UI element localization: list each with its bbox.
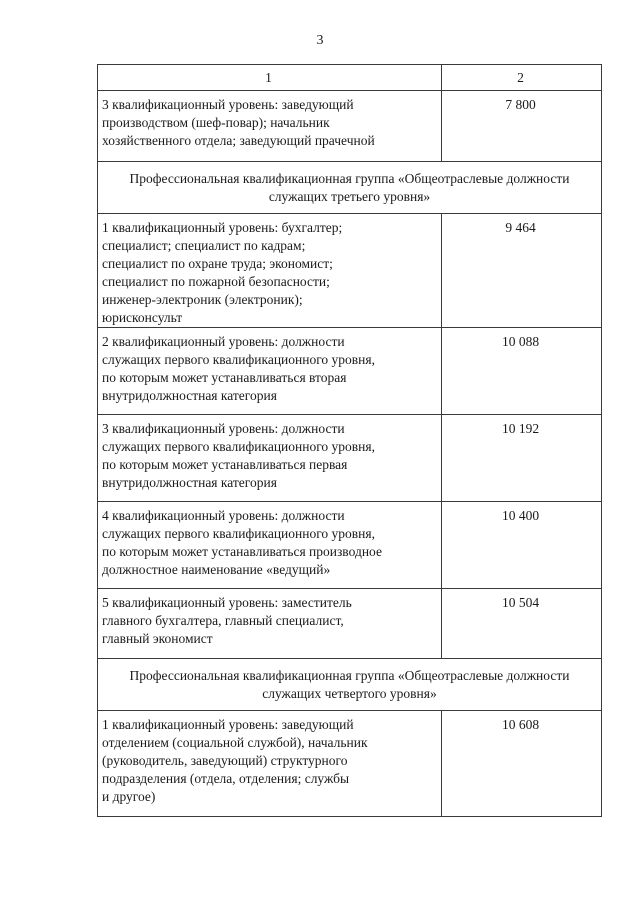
position-text: 3 квалификационный уровень: должности служащих первого квалификационного уровня, по которым может устанавливаться первая внутридолжностная категория	[102, 421, 375, 490]
group-title: Профессиональная квалификационная группа «Общеотраслевые должности служащих четвертого уровня»	[98, 659, 602, 711]
group-header-row	[98, 162, 602, 214]
amount-value: 10 192	[501, 421, 540, 436]
table-row	[98, 328, 602, 415]
position-cell	[98, 589, 442, 659]
position-text: 4 квалификационный уровень: должности служащих первого квалификационного уровня, по которым может устанавливаться производное должностное наименование «ведущий»	[102, 508, 382, 577]
table-body	[98, 65, 602, 817]
position-cell	[98, 711, 442, 817]
position-cell	[98, 415, 442, 502]
amount-cell	[442, 502, 602, 589]
salary-table	[97, 64, 602, 817]
table-row	[98, 589, 602, 659]
header-cell-column-2: 2	[442, 65, 602, 91]
amount-value: 7 800	[505, 97, 536, 112]
page-number: 3	[316, 33, 324, 48]
position-cell	[98, 91, 442, 162]
position-cell	[98, 502, 442, 589]
position-text: 2 квалификационный уровень: должности служащих первого квалификационного уровня, по которым может устанавливаться вторая внутридолжностная категория	[102, 334, 375, 403]
table-row	[98, 711, 602, 817]
table-header-row	[98, 65, 602, 91]
amount-cell	[442, 214, 602, 328]
amount-cell	[442, 91, 602, 162]
amount-value: 10 504	[501, 595, 540, 610]
header-cell-column-1: 1	[98, 65, 442, 91]
position-text: 1 квалификационный уровень: заведующий отделением (социальной службой), начальник (руководитель, заведующий) структурного подразделения (отдела, отделения; службы и другое)	[102, 717, 368, 804]
position-text: 5 квалификационный уровень: заместитель главного бухгалтера, главный специалист, главный экономист	[102, 595, 352, 646]
amount-cell	[442, 328, 602, 415]
position-cell	[98, 214, 442, 328]
table-row	[98, 91, 602, 162]
amount-value: 9 464	[505, 220, 536, 235]
position-text: 1 квалификационный уровень: бухгалтер; специалист; специалист по кадрам; специалист по охране труда; экономист; специалист по пожарной безопасности; инженер-электроник (электроник); юрисконсульт	[102, 220, 343, 325]
amount-cell	[442, 711, 602, 817]
amount-value: 10 400	[501, 508, 540, 523]
group-header-row	[98, 659, 602, 711]
amount-cell	[442, 415, 602, 502]
amount-value: 10 088	[501, 334, 540, 349]
position-cell	[98, 328, 442, 415]
amount-cell	[442, 589, 602, 659]
amount-value: 10 608	[501, 717, 540, 732]
position-text: 3 квалификационный уровень: заведующий производством (шеф-повар); начальник хозяйственного отдела; заведующий прачечной	[102, 97, 375, 148]
table-row	[98, 214, 602, 328]
table-row	[98, 415, 602, 502]
group-title: Профессиональная квалификационная группа «Общеотраслевые должности служащих третьего уровня»	[98, 162, 602, 214]
table-row	[98, 502, 602, 589]
